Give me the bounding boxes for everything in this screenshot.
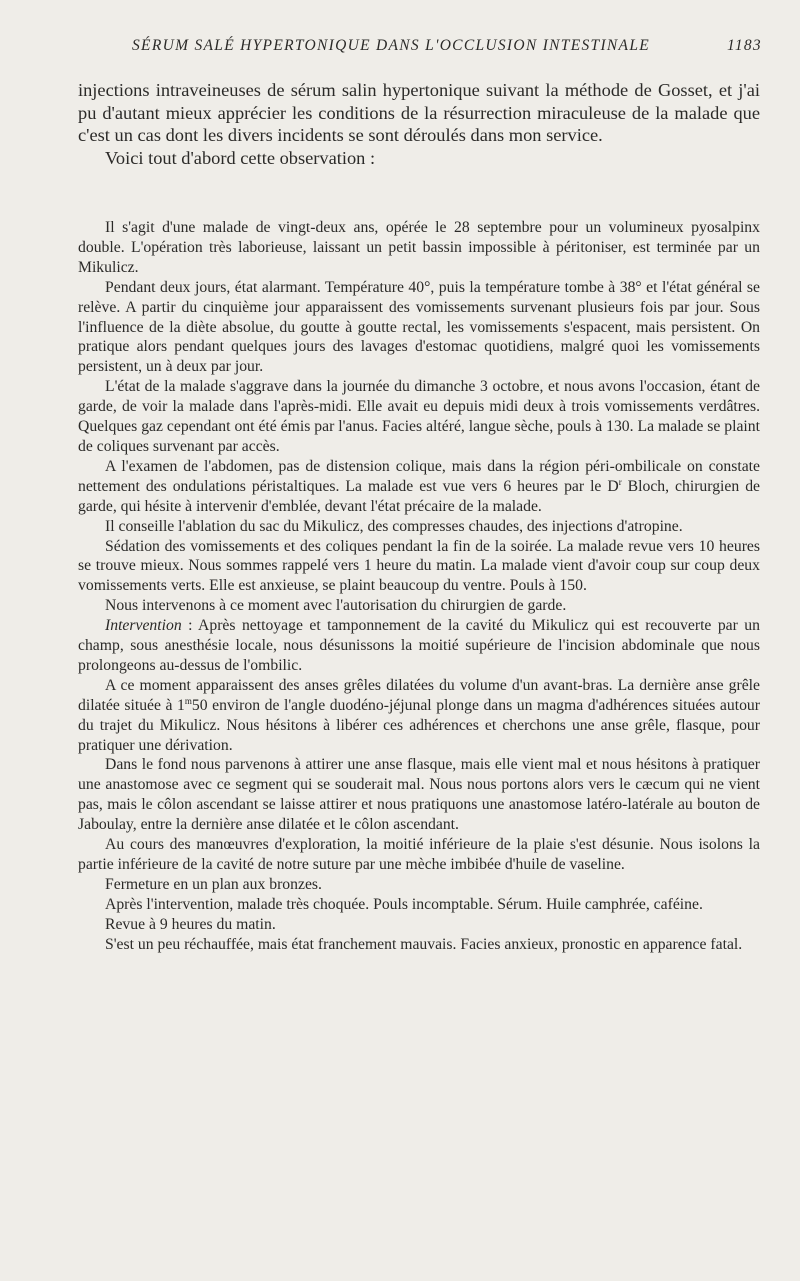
text-run: : Après nettoyage et tamponnement de la cavité du Mikulicz qui est recouverte par un champ, sous anesthésie locale, nous désunissons la moitié supérieure de l'incision abdominale que nous prolongeons au-dessus de l'ombilic. [78,617,760,674]
observation-paragraph: Il conseille l'ablation du sac du Mikulicz, des compresses chaudes, des injections d'atropine. [105,517,683,535]
section-label: Intervention [105,617,182,635]
running-header [132,37,762,55]
observation-paragraph: Pendant deux jours, état alarmant. Température 40°, puis la température tombe à 38° et l'état général se relève. A partir du cinquième jour apparaissent des vomissements survenant plusieurs fois par jour. Sous l'influence de la diète absolue, du goutte à goutte rectal, les vomissements s'espacent, mais persistent. On pratique alors pendant quelques jours des lavages d'estomac quotidiens, malgré quoi les vomissements persistent, un à deux par jour. [78,278,760,376]
observation-paragraph: Revue à 9 heures du matin. [105,915,276,933]
text-run: A l'examen de l'abdomen, pas de distension colique, mais dans la région péri-ombilicale on constate nettement des ondulations péristaltiques. La malade est vue vers 6 heures par le D [78,457,760,495]
observation-paragraph [78,616,760,676]
intro-paragraph: injections intraveineuses de sérum salin hypertonique suivant la méthode de Gosset, et j'ai pu d'autant mieux apprécier les conditions de la résurrection miraculeuse de la malade que c'est un cas dont les divers incidents se sont déroulés dans mon service. [78,80,760,145]
observation-paragraph: L'état de la malade s'aggrave dans la journée du dimanche 3 octobre, et nous avons l'occasion, étant de garde, de voir la malade dans l'après-midi. Elle avait eu depuis midi deux à trois vomissements verdâtres. Quelques gaz cependant ont été émis par l'anus. Facies altéré, langue sèche, pouls à 130. La malade se plaint de coliques survenant par accès. [78,378,760,455]
observation-paragraph: Il s'agit d'une malade de vingt-deux ans, opérée le 28 septembre pour un volumineux pyosalpinx double. L'opération très laborieuse, laissant un petit bassin impossible à péritoniser, est terminée par un Mikulicz. [78,219,760,276]
intro-text [78,79,760,169]
superscript: m [184,695,192,706]
observation-paragraph [78,676,760,756]
intro-paragraph: Voici tout d'abord cette observation : [105,147,376,168]
observation-paragraph: Nous intervenons à ce moment avec l'autorisation du chirurgien de garde. [105,597,567,615]
superscript: r [618,476,622,487]
observation-paragraph: Sédation des vomissements et des coliques pendant la fin de la soirée. La malade revue vers 10 heures se trouve mieux. Nous sommes rappelé vers 1 heure du matin. La malade vient d'avoir coup sur coup deux vomissements verts. Elle est anxieuse, se plaint beaucoup du ventre. Pouls à 150. [78,537,760,595]
running-title: SÉRUM SALÉ HYPERTONIQUE DANS L'OCCLUSION INTESTINALE [132,37,651,54]
text-run: Bloch, chirurgien de garde, qui hésite à intervenir d'emblée, devant l'état précaire de la malade. [78,477,761,515]
observation-text [78,218,760,955]
observation-paragraph: Dans le fond nous parvenons à attirer une anse flasque, mais elle vient mal et nous hésitons à pratiquer une anastomose avec ce segment qui se souderait mal. Nous nous portons alors vers le cæcum qui ne vient pas, mais le côlon ascendant se laisse attirer et nous pratiquons une anastomose latéro-latérale au bouton de Jaboulay, entre la dernière anse dilatée et le côlon ascendant. [78,756,760,834]
observation-paragraph [78,457,760,517]
text-run: A ce moment apparaissent des anses grêles dilatées du volume d'un avant-bras. La dernière anse grêle dilatée située à 1 [78,676,760,714]
observation-paragraph: Au cours des manœuvres d'exploration, la moitié inférieure de la plaie s'est désunie. Nous isolons la partie inférieure de la cavité de notre suture par une mèche imbibée d'huile de vaseline. [78,836,760,873]
observation-paragraph: Après l'intervention, malade très choquée. Pouls incomptable. Sérum. Huile camphrée, caféine. [105,895,703,913]
observation-paragraph: S'est un peu réchauffée, mais état franchement mauvais. Facies anxieux, pronostic en apparence fatal. [105,935,743,953]
page-number: 1183 [726,37,762,54]
observation-paragraph: Fermeture en un plan aux bronzes. [105,875,322,893]
text-run: 50 environ de l'angle duodéno-jéjunal plonge dans un magma d'adhérences situées autour du trajet du Mikulicz. Nous hésitons à libérer ces adhérences et cherchons une anse grêle, flasque, pour pratiquer une dérivation. [78,696,760,754]
